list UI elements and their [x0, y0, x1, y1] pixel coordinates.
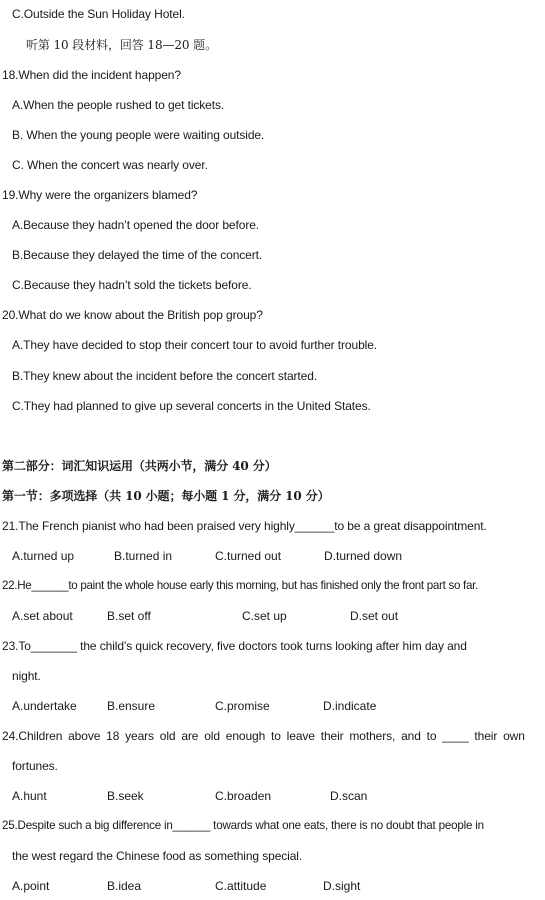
- option-c-q22: C.set up: [242, 609, 287, 623]
- section-1-heading: 第一节：多项选择（共 10 小题；每小题 1 分，满分 10 分）: [2, 489, 330, 503]
- option-b-q24: B.seek: [107, 789, 144, 803]
- part-2-heading: 第二部分：词汇知识运用（共两小节，满分 40 分）: [2, 459, 277, 473]
- option-c-q18: C. When the concert was nearly over.: [12, 158, 208, 172]
- question-22: 22.He______to paint the whole house early this morning, but has finished only the front part so far.: [2, 579, 478, 592]
- option-c-q20: C.They had planned to give up several concerts in the United States.: [12, 399, 371, 413]
- option-b-q18: B. When the young people were waiting outside.: [12, 128, 265, 142]
- option-a-q24: A.hunt: [12, 789, 47, 803]
- option-d-q21: D.turned down: [324, 549, 403, 563]
- option-c-q17: C.Outside the Sun Holiday Hotel.: [12, 7, 185, 21]
- option-b-q20: B.They knew about the incident before the concert started.: [12, 369, 318, 383]
- listening-instruction: 听第 10 段材料，回答 18—20 题。: [26, 38, 217, 52]
- option-c-q19: C.Because they hadn’t sold the tickets before.: [12, 278, 252, 292]
- question-18: 18.When did the incident happen?: [2, 68, 181, 82]
- option-c-q25: C.attitude: [215, 879, 267, 893]
- option-a-q18: A.When the people rushed to get tickets.: [12, 98, 225, 112]
- option-a-q19: A.Because they hadn’t opened the door before.: [12, 218, 260, 232]
- option-b-q19: B.Because they delayed the time of the concert.: [12, 248, 263, 262]
- option-a-q21: A.turned up: [12, 549, 75, 563]
- option-b-q21: B.turned in: [114, 549, 173, 563]
- question-24-continued: fortunes.: [12, 759, 58, 773]
- question-20: 20.What do we know about the British pop group?: [2, 308, 263, 322]
- option-c-q21: C.turned out: [215, 549, 282, 563]
- question-25: 25.Despite such a big difference in______ towards what one eats, there is no doubt that people in: [2, 819, 484, 832]
- question-21: 21.The French pianist who had been praised very highly______to be a great disappointment.: [2, 519, 487, 533]
- option-b-q22: B.set off: [107, 609, 151, 623]
- question-24: 24.Children above 18 years old are old enough to leave their mothers, and to ____ their own: [2, 729, 525, 743]
- option-b-q23: B.ensure: [107, 699, 156, 713]
- question-25-continued: the west regard the Chinese food as something special.: [12, 849, 303, 863]
- option-a-q20: A.They have decided to stop their concert tour to avoid further trouble.: [12, 338, 378, 352]
- question-23: 23.To_______ the child’s quick recovery, five doctors took turns looking after him day and: [2, 639, 467, 653]
- question-23-continued: night.: [12, 669, 41, 683]
- option-c-q23: C.promise: [215, 699, 270, 713]
- option-a-q22: A.set about: [12, 609, 73, 623]
- option-c-q24: C.broaden: [215, 789, 272, 803]
- option-a-q25: A.point: [12, 879, 50, 893]
- option-b-q25: B.idea: [107, 879, 142, 893]
- option-d-q24: D.scan: [330, 789, 368, 803]
- question-19: 19.Why were the organizers blamed?: [2, 188, 198, 202]
- option-a-q23: A.undertake: [12, 699, 77, 713]
- option-d-q25: D.sight: [323, 879, 361, 893]
- option-d-q23: D.indicate: [323, 699, 377, 713]
- option-d-q22: D.set out: [350, 609, 399, 623]
